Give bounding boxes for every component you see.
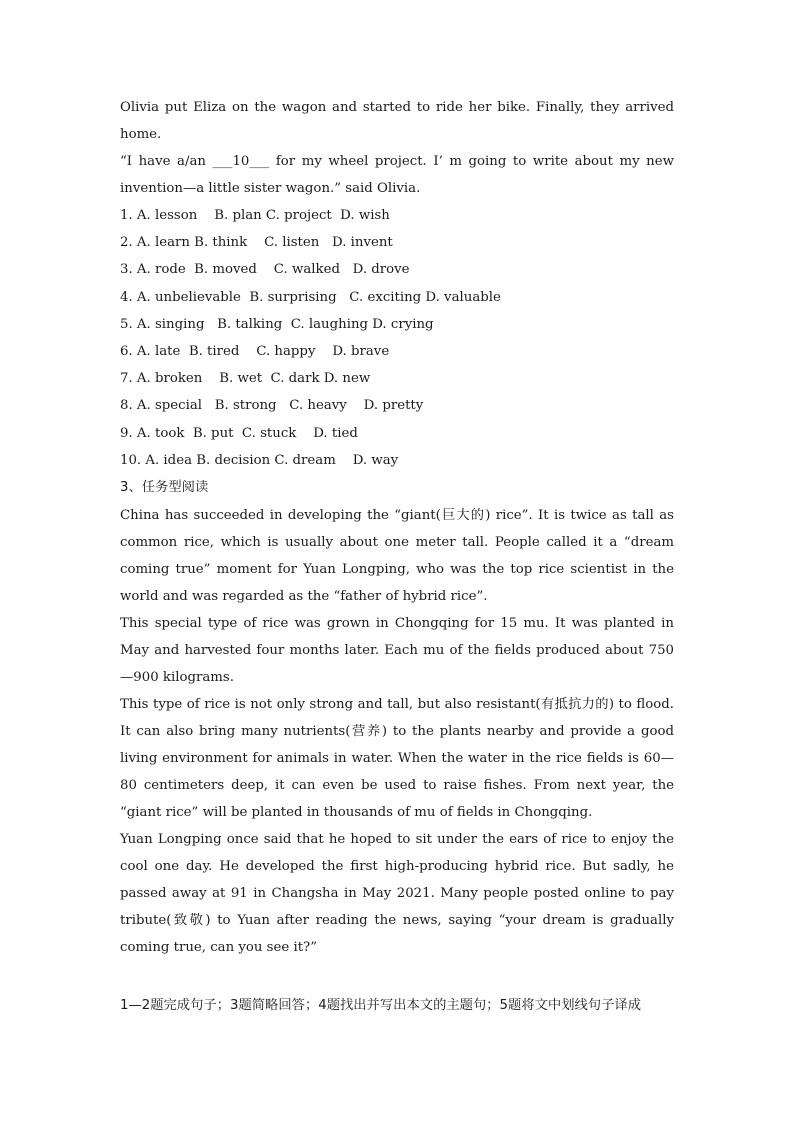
option-line-3: 3. A. rode B. moved C. walked D. drove xyxy=(120,262,410,278)
option-line-2: 2. A. learn B. think C. listen D. invent xyxy=(120,235,393,251)
option-line-7: 7. A. broken B. wet C. dark D. new xyxy=(120,371,371,387)
document-body xyxy=(120,94,674,961)
task-instruction: 1—2题完成句子；3题简略回答；4题找出并写出本文的主题句；5题将文中划线句子译成 xyxy=(120,998,641,1013)
option-line-1: 1. A. lesson B. plan C. project D. wish xyxy=(120,208,390,223)
option-line-6: 6. A. late B. tired C. happy D. brave xyxy=(120,343,390,359)
option-line-10: 10. A. idea B. decision C. dream D. way xyxy=(120,452,399,468)
option-line-4: 4. A. unbelievable B. surprising C. exciting D. valuable xyxy=(120,289,501,305)
passage-paragraph-3: This type of rice is not only strong and tall, but also resistant(有抵抗力的) to flood. It can also bring many nutrients(营养) to the plants nearby and provide a good living environment for animals in water. When the water in the rice fields is 60—80 centimeters deep, it can even be used to raise fishes. From next year, the “giant rice” will be planted in thousands of mu of fields in Chongqing. xyxy=(120,696,674,820)
option-line-8: 8. A. special B. strong C. heavy D. pretty xyxy=(120,398,424,414)
passage-paragraph-4: Yuan Longping once said that he hoped to sit under the ears of rice to enjoy the cool one day. He developed the first high-producing hybrid rice. But sadly, he passed away at 91 in Changsha in May 2021. Many people posted online to pay tribute(致敬) to Yuan after reading the news, saying “your dream is gradually coming true, can you see it?” xyxy=(120,831,674,955)
cloze-options-list xyxy=(120,202,674,474)
passage-paragraph-1: China has succeeded in developing the “giant(巨大的) rice”. It is twice as tall as common rice, which is usually about one meter tall. People called it a “dream coming true” moment for Yuan Longping, who was the top rice scientist in the world and was regarded as the “father of hybrid rice”. xyxy=(120,507,674,604)
passage-paragraph-2: This special type of rice was grown in Chongqing for 15 mu. It was planted in May and harvested four months later. Each mu of the fields produced about 750—900 kilograms. xyxy=(120,615,674,685)
story-ending-paragraph: Olivia put Eliza on the wagon and started to ride her bike. Finally, they arrived home. xyxy=(120,100,674,142)
option-line-9: 9. A. took B. put C. stuck D. tied xyxy=(120,425,358,441)
option-line-5: 5. A. singing B. talking C. laughing D. crying xyxy=(120,316,434,332)
reading-passage xyxy=(120,502,674,961)
section-heading: 3、任务型阅读 xyxy=(120,479,209,495)
story-quote-paragraph: “I have a/an ___10___ for my wheel project. I’ m going to write about my new invention—a little sister wagon.” said Olivia. xyxy=(120,154,674,196)
